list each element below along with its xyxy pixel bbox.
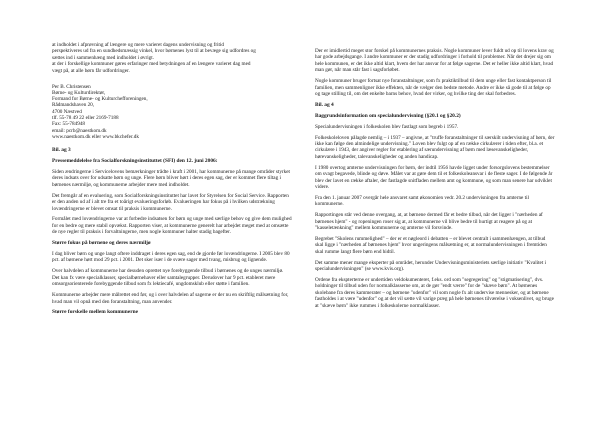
body-paragraph: Det fremgår af en evaluering, som Socialforskningsinstituttet har lavet for Styrelsen for Social Service. Rapporten er den anden ud af i alt tre fra et toårigt evalueringsforløb. Evalueringen har fokus på i hvilken udstrækning lovændringerne er blevet omsat til praksis i kommunerne. — [52, 192, 289, 212]
bilag3-label: Bil. ag 3 — [52, 147, 71, 154]
body-paragraph: Rapportingen står ved denne overgang, at, at børnene dermed får et bedre tilbud, når det ligger i "nærheden af børnenes hjem" - og ropeningen roser sig at, at kommunerne vil blive bedre til hurtigt at reagere på og at "kasseletænkning" mellem kommunerne og amterne vil forsvinde. — [315, 212, 543, 231]
bilag4-label: Bil. ag 4 — [315, 101, 334, 108]
body-paragraph: Det samme mener mange eksperter på området, herunder Undervisningsministeriets særlige initiativ "Kvalitet i specialundervisningen" (se www.kvis.org). — [315, 259, 547, 272]
signature-line: Fax: 55-784948 — [52, 121, 85, 128]
subheading: Større fokus på børnene og deres nærmiljø — [52, 240, 151, 247]
signature-line: Børne- og Kulturdirektør, — [52, 89, 106, 96]
body-paragraph: I 1980 overtog amterne undervisningen for børn, der indtil 1956 havde ligget under forsorgslovens bestemmelser om svagt begavede, blinde og døve. Målet var at gøre dem til et folkeskoleansvar i de fleste sager. I de følgende år blev der lavet en række aftaler, der fastlagde snitfladen mellem amt og kommune, og som man senere har udviklet videre. — [315, 164, 553, 190]
body-paragraph: Formålet med lovændringerne var at forbedre indsatsen for børn og unge med særlige behov og give dem mulighed for en bedre og mere stabil opvækst. Rapporten viser, at kommunerne generelt har arbejdet meget med at omsætte de nye regler til praksis i forvaltningerne, men nogle kommuner halter stadig bagefter. — [52, 216, 292, 236]
left-page — [52, 0, 292, 424]
signature-line: email: pcrb@naestkom.dk — [52, 127, 107, 134]
intro-line: at der i forskellige kommuner gøres erfaringer med betydningen af en længere varieret dag med — [52, 61, 251, 68]
body-paragraph: Der er imidlertid meget stor forskel på kommunernes praksis. Nogle kommuner lever fuldt ud op til lovens krav og har gode arbejdsgange. I andre kommuner er der stadig udfordringer i forhold til problemer. Når det drejer sig om hele kommunen, er det ikke altid klart, hvem der har ansvar for at følge sagerne. Det er heller ikke altid klart, hvad man gør, når man står fast i sagsforløbet. — [315, 48, 554, 74]
signature-line: 4700 Næstved — [52, 108, 82, 115]
signature-line: Formand for Børne- og Kulturchefforeningen, — [52, 96, 148, 103]
signature-block — [52, 84, 292, 141]
body-paragraph: Over halvdelen af kommunerne har desuden oprettet nye forebyggende tilbud i børnenes og de unges nærmiljø. Det kan fx være specialklasser, specialbørnehaver eller samtalegrupper. Derudover har 9 pct. etableret mere omsorgsorienterede forebyggende tilbud som fx lektiecafé, ungdomsklub eller støtte i familien. — [52, 268, 284, 288]
signature-line: Per B. Christensen — [52, 83, 91, 90]
signature-line: tlf. 55-78 49 22 eller 2169-7188 — [52, 115, 119, 122]
body-paragraph: Kommunerne arbejder mere målrettet end før, og i over halvdelen af sagerne er der nu en skriftlig målsætning for, hvad man vil opnå med den foranstaltning, man anvender. — [52, 292, 289, 305]
bilag3-title: Pressemeddelelse fra Socialforskningsinstituttet (SFI) den 12. juni 2006: — [52, 158, 218, 165]
bilag4-subtitle: Specialundervisningen i folkeskolen blev fastlagt som begreb i 1957. — [315, 123, 459, 130]
body-paragraph: Ordene fra ekspterterne er undertiden veldokumenteret, f.eks. ord som "segregering" og "stigmatisering", dvs. holdninger til tilbud uden for normalklasserne om, at de gør "endt værre" for de "skæve børn". At børnenes skolebane fra deres kammerater – og børnene "udenfor" vil som nogle fx alt undervise mennesker, og at børnene fastholdes i at være "udenfor" og at det vil sætte vil varige præg på hele børnenes tilværelse i voksenlivet, og bruge at "skæve børn" ikke rummes i folkeskolerne normalklasser. — [315, 276, 554, 309]
intro-line: sættes ind i sammenhæng med indholdet i øvrigt. — [52, 54, 155, 61]
signature-line: Rådmandshaven 20, — [52, 102, 95, 109]
body-paragraph: Siden ændringerne i Servicelovens bemærkninger trådte i kraft i 2001, har kommunerne på mange områder styrket deres indsats over for udsatte børn og unge. Flere børn bliver hørt i deres egen sag, der er kommet flere tiltag i børnenes nærmiljø, og kommunerne arbejder mere med indholdet. — [52, 169, 290, 188]
body-paragraph: I dag bliver børn og unge langt oftere inddraget i deres egen sag, end de gjorde før lovændringerne. I 2005 blev 80 pct. af børnene hørt mod 29 pct. i 2001. Det sker især i de svære sager med tvang, misbrug og lignende. — [52, 251, 290, 264]
intro-paragraph — [52, 42, 292, 74]
body-paragraph: Begrebet "Skolens rummelighed" – der er et nøgleord i debatten – er blevet centralt i sammenhængen, at tilbud skal ligge i "nærheden af børnenes hjem" hvor ungeringens målsætning er, at normalundervisningen i fremtiden skal rumme langt flere børn end hidtil. — [315, 235, 547, 255]
right-page-content — [315, 48, 555, 313]
bilag4-title: Baggrundsinformation om specialundervisning (§20.1 og §20.2) — [315, 112, 461, 119]
subheading: Større forskelle mellem kommunerne — [52, 309, 138, 316]
intro-line: perspektiveres ud fra en sundhedsmæssig vinkel, hvor børnenes lyst til at bevæge sig udfordres og — [52, 48, 256, 55]
signature-line: www.naestkom.dk eller www.bkchefer.dk — [52, 133, 139, 140]
body-paragraph: Folkeskoleloven pålagde nemlig – i 1937 – angivne, at "truffe foranstaltninger til særskilt undervisning af børn, der ikke kan følge den almindelige undervisning." Loven blev fulgt op af en række cirkulærer i tiden efter, bl.a. et cirkulære i 1943, der angiver regler for etablering af særundervisning af børn med læsevanskeligheder, hørevanskeligheder, talevanskeligheder og anden handicap. — [315, 134, 555, 160]
right-page — [315, 0, 555, 424]
body-paragraph: Nogle kommuner bruger fortsat nye foranstaltninger, som fx praktiktilbud til dem unge eller fast kontaktperson til familien, men sammenligner ikke effekten, når de vælger den bedste metode. Andre er ikke så gode til at følge op og tage stilling til, om det enkelte barns behov, hvad der virker, og hvilke ting der skal forbedres. — [315, 78, 552, 97]
body-paragraph: Fra den 1. januar 2007 overgår hele ansvaret samt økonomien vedr. 20.2 undervisningen fra amterne til kommunerne. — [315, 194, 529, 208]
intro-line: at indholdet i afprøvning af længere og mere varieret dagens undervisning og fritid — [52, 42, 225, 48]
intro-line: vægt på, at alle børn får udfordringer. — [52, 67, 130, 74]
left-page-content — [52, 42, 292, 320]
